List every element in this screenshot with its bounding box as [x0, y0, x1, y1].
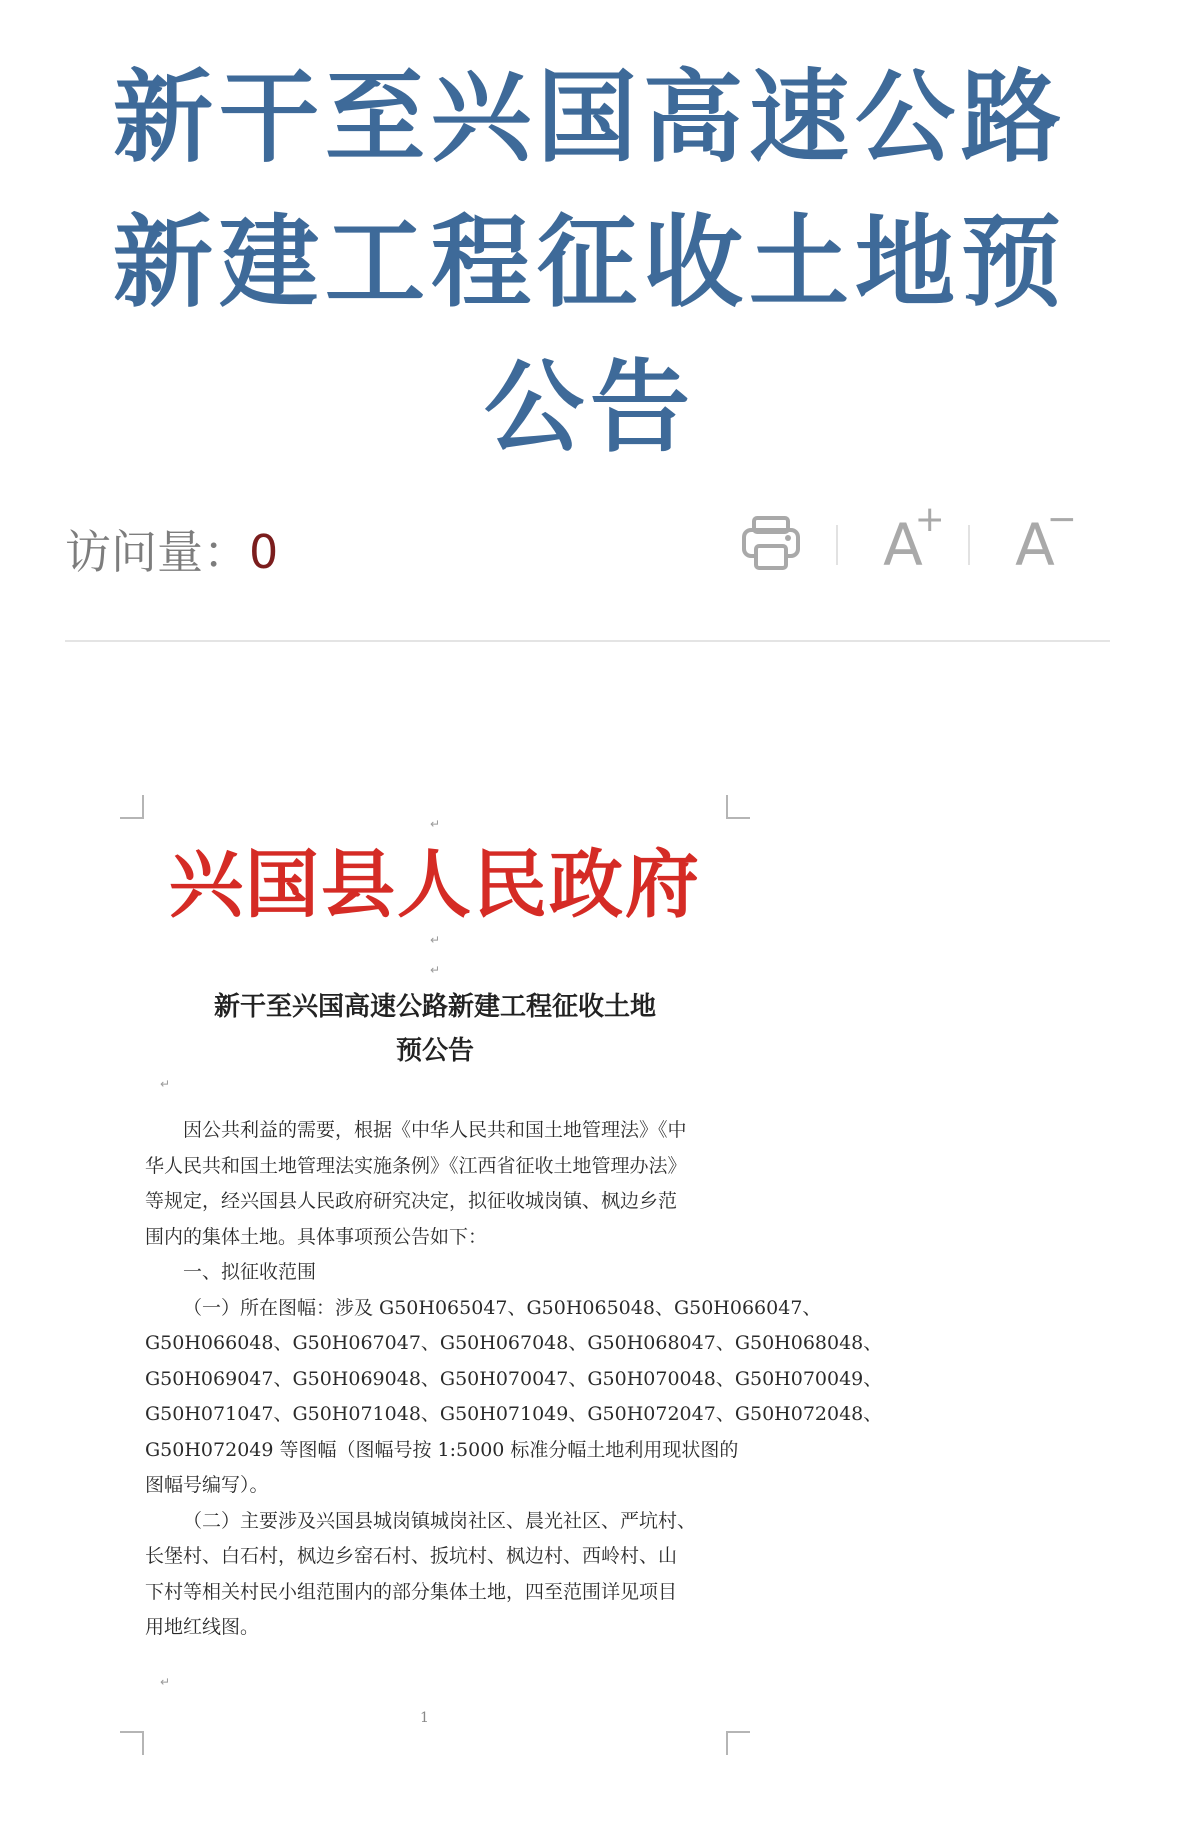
page-corner-mark — [120, 795, 144, 819]
article-toolbar — [726, 499, 1080, 580]
body-line: 华人民共和国土地管理法实施条例》《江西省征收土地管理办法》 — [145, 1154, 687, 1177]
body-line: 长堡村、白石村，枫边乡窑石村、扳坑村、枫边村、西岭村、山 — [145, 1545, 678, 1567]
page-corner-mark — [120, 1731, 144, 1755]
body-line: （一）所在图幅：涉及 G50H065047、G50H065048、G50H066047、 — [183, 1296, 822, 1319]
body-line: G50H069047、G50H069048、G50H070047、G50H070048、G50H070049、 — [145, 1367, 883, 1390]
paragraph-mark: ↵ — [160, 1077, 171, 1091]
body-line: 一、拟征收范围 — [183, 1261, 317, 1283]
paragraph-mark: ↵ — [430, 933, 441, 947]
paragraph-mark: ↵ — [160, 1675, 171, 1689]
document-heading-line-2: 预公告 — [395, 1036, 474, 1066]
header-divider — [65, 640, 1110, 642]
article-meta-row — [65, 499, 1110, 580]
page-number: 1 — [420, 1710, 429, 1726]
body-line: G50H066048、G50H067047、G50H067048、G50H068047、G50H068048、 — [145, 1332, 883, 1354]
body-line: 图幅号编写）。 — [145, 1474, 269, 1496]
body-line: G50H071047、G50H071048、G50H071049、G50H072047、G50H072048、 — [145, 1403, 883, 1425]
print-button[interactable] — [726, 510, 816, 580]
body-line: 用地红线图。 — [145, 1616, 260, 1638]
page-corner-mark — [726, 1731, 750, 1755]
font-increase-button[interactable] — [858, 499, 948, 580]
visits-count: 0 — [249, 525, 279, 579]
font-decrease-button[interactable] — [990, 499, 1080, 580]
toolbar-separator — [836, 525, 838, 565]
printer-icon — [741, 516, 801, 574]
article-title-line-3: 公告 — [484, 349, 696, 466]
font-decrease-icon: A − — [1015, 499, 1077, 579]
document-image — [120, 795, 883, 1755]
body-line: 下村等相关村民小组范围内的部分集体土地，四至范围详见项目 — [145, 1580, 678, 1603]
paragraph-mark: ↵ — [430, 963, 441, 977]
article-title-line-2: 新建工程征收土地预 — [113, 204, 1067, 321]
document-heading-line-1: 新干至兴国高速公路新建工程征收土地 — [213, 992, 656, 1022]
visits-label: 访问量： — [65, 525, 249, 579]
body-line: 等规定，经兴国县人民政府研究决定，拟征收城岗镇、枫边乡范 — [145, 1190, 678, 1212]
issuer-title: 兴国县人民政府 — [169, 842, 701, 928]
body-line: 围内的集体土地。具体事项预公告如下： — [145, 1225, 488, 1248]
font-increase-icon: A + — [883, 499, 945, 579]
article-title — [60, 45, 1120, 480]
body-line: 因公共利益的需要，根据《中华人民共和国土地管理法》《中 — [183, 1119, 687, 1141]
toolbar-separator — [968, 525, 970, 565]
body-line: G50H072049 等图幅（图幅号按 1:5000 标准分幅土地利用现状图的 — [145, 1438, 739, 1461]
document-heading — [140, 985, 730, 1073]
visit-counter — [65, 516, 278, 582]
paragraph-mark: ↵ — [430, 817, 441, 831]
article-title-line-1: 新干至兴国高速公路 — [113, 59, 1067, 176]
body-line: （二）主要涉及兴国县城岗镇城岗社区、晨光社区、严坑村、 — [183, 1509, 697, 1532]
document-body — [145, 1113, 883, 1646]
page-corner-mark — [726, 795, 750, 819]
